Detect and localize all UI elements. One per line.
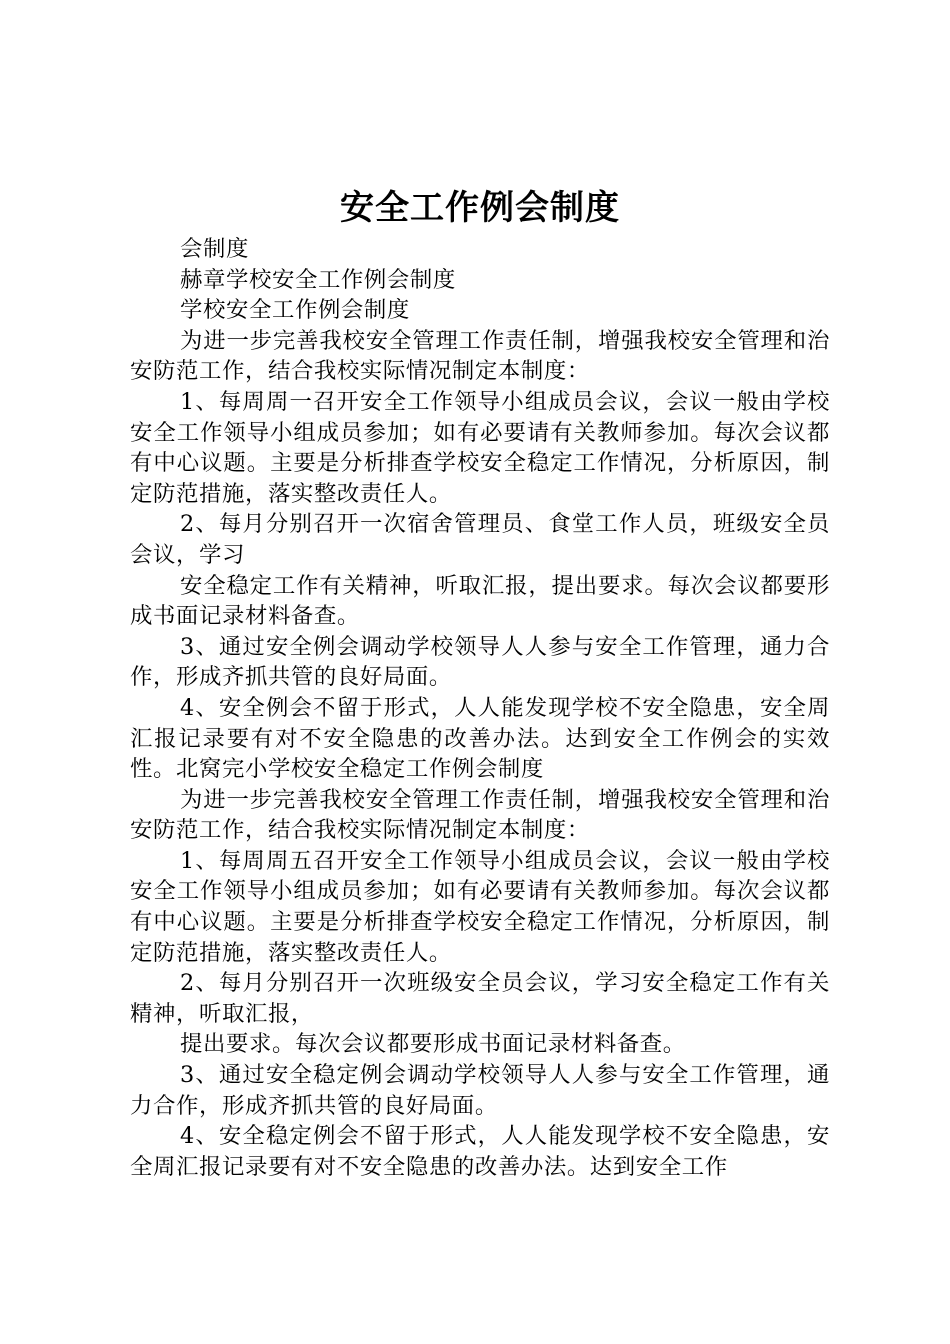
paragraph-3: 学校安全工作例会制度 xyxy=(180,297,410,324)
paragraph-11: 1、每周周五召开安全工作领导小组成员会议，会议一般由学校安全工作领导小组成员参加；如有必要请有关教师参加。每次会议都有中心议题。主要是分析排查学校安全稳定工作情况，分析原因，制定防范措施，落实整改责任人。 xyxy=(130,847,830,966)
paragraph-8: 3、通过安全例会调动学校领导人人参与安全工作管理，通力合作，形成齐抓共管的良好局面。 xyxy=(130,633,830,691)
paragraph-12: 2、每月分别召开一次班级安全员会议，学习安全稳定工作有关精神，听取汇报， xyxy=(130,970,830,1027)
paragraph-1: 会制度 xyxy=(180,236,249,262)
document-page xyxy=(130,184,830,1182)
paragraph-14: 3、通过安全稳定例会调动学校领导人人参与安全工作管理，通力合作，形成齐抓共管的良好局面。 xyxy=(130,1062,830,1119)
document-title: 安全工作例会制度 xyxy=(340,188,620,228)
paragraph-15: 4、安全稳定例会不留于形式，人人能发现学校不安全隐患，安全周汇报记录要有对不安全隐患的改善办法。达到安全工作 xyxy=(130,1123,830,1180)
paragraph-5: 1、每周周一召开安全工作领导小组成员会议，会议一般由学校安全工作领导小组成员参加；如有必要请有关教师参加。每次会议都有中心议题。主要是分析排查学校安全稳定工作情况，分析原因，制定防范措施，落实整改责任人。 xyxy=(130,388,830,507)
paragraph-13: 提出要求。每次会议都要形成书面记录材料备查。 xyxy=(180,1031,686,1058)
paragraph-4: 为进一步完善我校安全管理工作责任制，增强我校安全管理和治安防范工作，结合我校实际情况制定本制度： xyxy=(130,327,830,385)
paragraph-2: 赫章学校安全工作例会制度 xyxy=(180,266,456,293)
paragraph-7: 安全稳定工作有关精神，听取汇报，提出要求。每次会议都要形成书面记录材料备查。 xyxy=(130,572,830,630)
paragraph-9: 4、安全例会不留于形式，人人能发现学校不安全隐患，安全周汇报记录要有对不安全隐患的改善办法。达到安全工作例会的实效性。北窝完小学校安全稳定工作例会制度 xyxy=(130,694,830,783)
paragraph-6: 2、每月分别召开一次宿舍管理员、食堂工作人员，班级安全员会议，学习 xyxy=(130,511,830,568)
paragraph-10: 为进一步完善我校安全管理工作责任制，增强我校安全管理和治安防范工作，结合我校实际情况制定本制度： xyxy=(130,786,830,844)
